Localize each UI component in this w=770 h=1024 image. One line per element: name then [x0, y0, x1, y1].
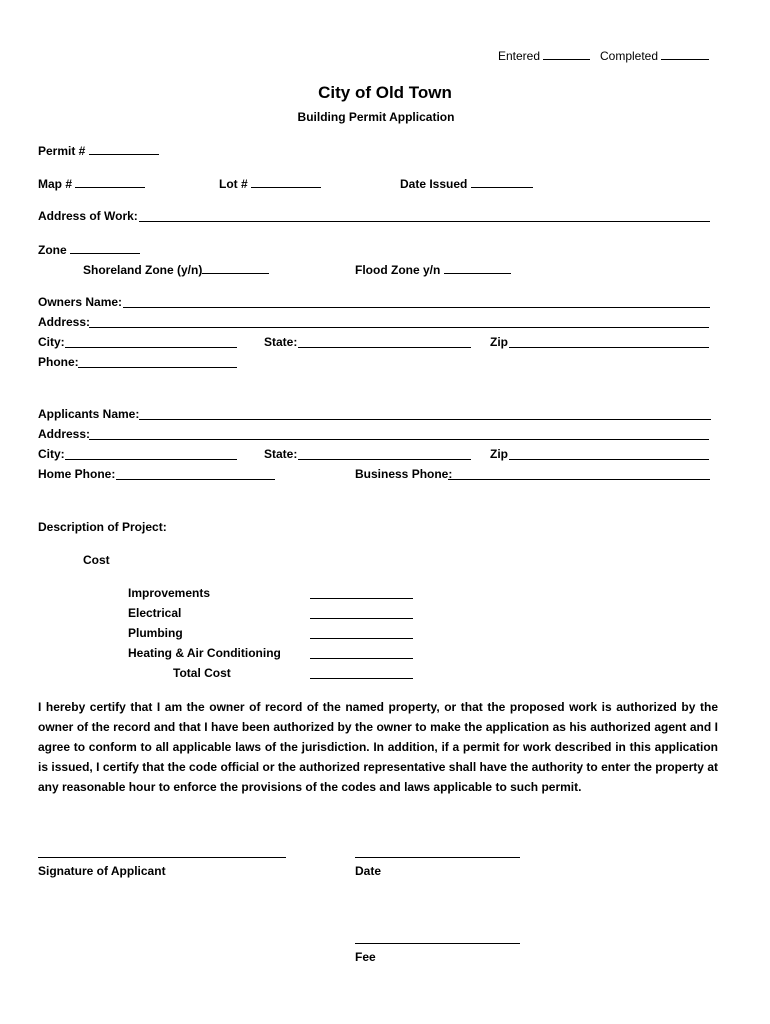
electrical-cost-line[interactable] — [310, 618, 413, 619]
lot-number-label: Lot # — [219, 177, 248, 191]
zone-blank[interactable] — [70, 242, 140, 254]
map-number-blank[interactable] — [75, 176, 145, 188]
entered-blank[interactable] — [543, 48, 590, 60]
permit-number-blank[interactable] — [89, 143, 159, 155]
entered-field[interactable] — [498, 48, 590, 64]
applicant-business-phone-label: Business Phone: — [355, 467, 453, 481]
applicant-name-line[interactable] — [139, 419, 711, 420]
applicant-zip-line[interactable] — [509, 459, 709, 460]
owner-zip-label: Zip — [490, 335, 508, 349]
improvements-cost-line[interactable] — [310, 598, 413, 599]
total-cost-line[interactable] — [310, 678, 413, 679]
applicant-city-label: City: — [38, 447, 65, 461]
map-number-label: Map # — [38, 177, 73, 191]
applicant-state-line[interactable] — [298, 459, 471, 460]
shoreland-zone-label: Shoreland Zone (y/n) — [83, 263, 203, 277]
owner-state-label: State: — [264, 335, 298, 349]
applicant-zip-label: Zip — [490, 447, 508, 461]
zone-label: Zone — [38, 243, 67, 257]
signature-of-applicant-label: Signature of Applicant — [38, 864, 166, 878]
address-of-work-label: Address of Work: — [38, 209, 138, 223]
applicant-state-label: State: — [264, 447, 298, 461]
owner-city-label: City: — [38, 335, 65, 349]
cost-item-hvac: Heating & Air Conditioning — [128, 646, 281, 660]
owner-name-label: Owners Name: — [38, 295, 123, 309]
date-issued-blank[interactable] — [471, 176, 533, 188]
date-issued-label: Date Issued — [400, 177, 468, 191]
owner-phone-line[interactable] — [78, 367, 237, 368]
owner-zip-line[interactable] — [509, 347, 709, 348]
cost-item-improvements: Improvements — [128, 586, 211, 600]
total-cost-label: Total Cost — [173, 666, 231, 680]
applicant-city-line[interactable] — [65, 459, 237, 460]
completed-blank[interactable] — [661, 48, 709, 60]
entered-label: Entered — [498, 49, 541, 63]
completed-label: Completed — [600, 49, 659, 63]
date-issued-field[interactable] — [400, 176, 533, 192]
project-description-label: Description of Project: — [38, 520, 167, 534]
shoreland-zone-field[interactable] — [83, 262, 269, 278]
owner-state-line[interactable] — [298, 347, 471, 348]
cost-item-plumbing: Plumbing — [128, 626, 183, 640]
lot-number-field[interactable] — [219, 176, 321, 192]
applicant-name-label: Applicants Name: — [38, 407, 140, 421]
owner-address-label: Address: — [38, 315, 91, 329]
owner-address-line[interactable] — [89, 327, 709, 328]
applicant-business-phone-line[interactable] — [448, 479, 710, 480]
owner-phone-label: Phone: — [38, 355, 79, 369]
certification-statement: I hereby certify that I am the owner of record of the named property, or that the proposed work is authorized by the owner of the record and that I have been authorized by the owner to make the application as his authorized agent and I agree to conform to all applicable laws of the jurisdiction. In addition, if a permit for work described in this application is issued, I certify that the code official or the authorized representative shall have the authority to enter the property at any reasonable hour to enforce the provisions of the codes and laws applicable to such permit. — [38, 700, 718, 794]
applicant-home-phone-line[interactable] — [116, 479, 275, 480]
fee-label: Fee — [355, 950, 376, 964]
flood-zone-field[interactable] — [355, 262, 511, 278]
shoreland-zone-blank[interactable] — [202, 262, 269, 274]
address-of-work-line[interactable] — [139, 221, 710, 222]
page-title: City of Old Town — [318, 83, 452, 102]
permit-number-label: Permit # — [38, 144, 86, 158]
owner-name-line[interactable] — [123, 307, 710, 308]
flood-zone-blank[interactable] — [444, 262, 511, 274]
page-subtitle: Building Permit Application — [297, 110, 455, 124]
signature-date-label: Date — [355, 864, 382, 878]
map-number-field[interactable] — [38, 176, 145, 192]
owner-city-line[interactable] — [65, 347, 237, 348]
signature-date-line[interactable] — [355, 857, 520, 858]
applicant-signature-line[interactable] — [38, 857, 286, 858]
lot-number-blank[interactable] — [251, 176, 321, 188]
applicant-home-phone-label: Home Phone: — [38, 467, 116, 481]
cost-heading: Cost — [83, 553, 110, 567]
permit-number-field[interactable] — [38, 143, 159, 159]
plumbing-cost-line[interactable] — [310, 638, 413, 639]
applicant-address-line[interactable] — [89, 439, 709, 440]
hvac-cost-line[interactable] — [310, 658, 413, 659]
zone-field[interactable] — [38, 242, 140, 258]
flood-zone-label: Flood Zone y/n — [355, 263, 441, 277]
applicant-address-label: Address: — [38, 427, 91, 441]
fee-line[interactable] — [355, 943, 520, 944]
completed-field[interactable] — [600, 48, 709, 64]
cost-item-electrical: Electrical — [128, 606, 182, 620]
